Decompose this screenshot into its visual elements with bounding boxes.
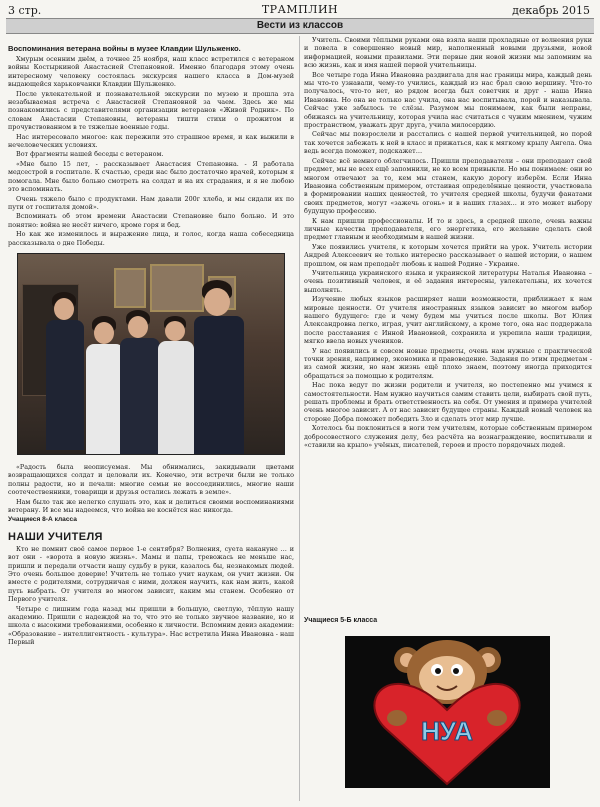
monkey-hand-left [387,710,407,726]
heart-label: НУА [421,716,473,746]
paragraph: Учитель. Своими тёплыми руками она взяла наши прохладные от волнения руки и повела в совершенно новый мир, наполненный новыми друзьями, новой информацией, новыми правилами. Эти первые дни новой жизни мы запомним на всю жизнь, как и имя нашей первой учительницы. [304,36,592,70]
article2-body-left [8,545,294,647]
class-photo [17,253,285,455]
photo-wall-portrait [150,264,204,312]
paragraph: Нас пока ведут по жизни родители и учителя, но постепенно мы учимся к самостоятельности. Нам нужно научиться самим ставить цели, выбирать свой путь, решать проблемы и брать ответственность на себя. От умения и примера учителей очень многое зависит. А от нас зависит будущее страны. Каждый новый человек на стороне Добра поможет победить Зло и сделать этот мир лучше. [304,381,592,423]
left-column [8,36,294,801]
page-number: 3 стр. [8,4,42,17]
paragraph: Хмурым осенним днём, а точнее 25 ноября, наш класс встретился с ветераном войны Костыркиной Анастасией Степановной. Именно благодаря этому очень интересному человеку состоялась экскурсия нашего класса в Дом-музей выдающейся харьковчанки Клавдии Шульженко. [8,55,294,89]
paragraph: Очень тяжело было с продуктами. Нам давали 200г хлеба, и мы сидали их по пути от госпиталя домой». [8,194,294,211]
paragraph: К нам пришли профессионалы. И то и здесь, в средней школе, очень важны личные качества преподавателя, его энергетика, его желание сделать свой предмет главным и необходимым в нашей жизни. [304,216,592,242]
paragraph: Сейчас мы повзрослели и расстались с нашей первой учительницей, но порой так хочется забежать к ней в класс и прижаться, как к мягкому крылу Ангела. Она ведь всегда поможет, подскажет… [304,130,592,156]
paragraph: Хотелось бы поклониться в ноги тем учителям, которые собственным примером добросовестного служения делу, без расчёта на вознаграждение, воспитывали и «ставили на крыло» учёных, писателей, героев и просто порядочных людей. [304,424,592,450]
paragraph: Все четыре года Инна Ивановна раздвигала для нас границы мира, каждый день мы что-то узнавали, чему-то учились, каждый из нас брал свою вершину. Что-то получалось, что-то нет, но рядом всегда был советчик и друг - наша Инна Ивановна. Но она не только нас учила, она нас воспитывала, порой и наказывала. Сейчас уже забылось те слёзы. Разумом мы понимаем, как были неправы, обижаясь на учительницу, которая учила нас считаться с чужим мнением, чужим пространством, уважать друг друга, учила милосердию. [304,70,592,130]
paragraph: Четыре с лишним года назад мы пришли в большую, светлую, тёплую нашу академию. Пришли с надеждой на то, что это не только звучное название, но и школа с высокими требованиями, особенно к личности. Вспомним девиз академии: «Образование – интеллигентность - культура». Нас встретила Инна Ивановна - наш Первый [8,604,294,647]
paragraph: У нас появились и совсем новые предметы, очень нам нужные с практической точки зрения, например, экономика и правоведение. Задания по этим предметам - из самой жизни, но нам жизнь ещё плохо знаем, поэтому иногда приходится обращаться за помощью к родителям. [304,346,592,380]
article1-body [8,55,294,247]
paragraph: Нам было так же нелегко слушать это, как и делиться своими воспоминаниями ветерану. И все мы надеемся, что война не коснётся нас никогда. [8,497,294,514]
paragraph: «Радость была неописуемая. Мы обнимались, закидывали цветами возвращающихся солдат и целовали их. Конечно, эти встречи были не только полны радости, но и печали: многие семьи не воссоединились, многие наши соотечественники, товарищи и друзья остались лежать в земле». [8,462,294,497]
paragraph: Нас интересовало многое: как пережили это страшное время, и как выжили в нечеловеческих условиях. [8,132,294,150]
article1-signature: Учащиеся 8-А класса [8,516,77,524]
paragraph: Изучение любых языков расширяет наши возможности, приближает к нам мировые ценности. От учителя иностранных языков зависит во многом выбор нашего будущего: где и чему будем мы учиться после школы. Вот Юлия Александровна легко, играя, учит английскому, а кроме того, она нас поддержала после расставания с Инной Ивановной, сохранила и укрепила наши традиции, мягко ввела новых учеников. [304,295,592,346]
paragraph: Уже появились учителя, к которым хочется прийти на урок. Учитель истории Андрей Алексеевич не только интересно рассказывает о нашей истории, о нашем прошлом, он нам преподаёт любовь к нашей Родине - Украине. [304,242,592,268]
monkey-heart-drawing [345,636,550,788]
paragraph: Учительница украинского языка и украинской литературы Наталья Ивановна – очень позитивный человек, и её задания интересны, увлекательны, их хочется выполнять. [304,268,592,294]
article-title-teachers: НАШИ УЧИТЕЛЯ [8,530,103,543]
paragraph: После увлекательной и познавательной экскурсии по музею и прошла эта незабываемая встреча с Анастасией Степановной за чаем. Здесь же мы познакомились с представителями организации ветеранов «Живой Родник». По словам Анастасии Степановны, ветераны тишти стихи о прожитом и прочувствованном в те тяжелые военные годы. [8,89,294,132]
article2-signature: Учащиеся 5-Б класса [304,617,378,624]
right-column [304,36,592,614]
section-title: Вести из классов [6,18,594,34]
article1-body-continued [8,463,294,514]
paragraph: Вспоминать об этом времени Анастасии Степановне было больно. И это понятно: война не несёт ничего, кроме горя и бед. [8,212,294,229]
paragraph: Сейчас всё немного облегчилось. Пришли преподаватели – они преподают свой предмет, мы не всех ещё запомнили, не ко всем привыкли. Но мы понимаем: они во многом отвечают за то, кем мы станем, какую дорогу изберём. Если Инна Ивановна собственным примером, отстаивая определённые ценности, участвовала в формировании наших ценностей, то учителя средней школы, будучи фанатами своих предметов, могут «зажечь огонь» и в наших глазах… и это может выбору будущую профессию. [304,156,592,216]
paragraph: Но как же изменилось и выражение лица, и голос, когда наша собеседница рассказывала о дне Победы. [8,230,294,247]
column-divider [299,36,300,801]
paragraph: «Мне было 15 лет, - рассказывает Анастасия Степановна. - Я работала медсестрой в госпитале. К счастью, среди нас было достаточно врачей, которым я помогала. Мне было больно смотреть на солдат и на их страдания, и я не любою это вспоминать. [8,159,294,194]
monkey-hand-right [487,710,507,726]
drawing-svg [345,636,550,788]
article-title-memories: Воспоминания ветерана войны в музее Клавдии Шульженко. [8,44,241,53]
paragraph: Вот фрагменты нашей беседы с ветераном. [16,150,164,159]
paragraph: Кто не помнит своё самое первое 1-е сентября? Волнения, суета накануне … и вот они - «ворота в новую жизнь». Мамы и папы, тревожась не меньше нас, пришли и передали отчасти нашу судьбу в руки, казалось бы, незнакомых людей. Это очень большое доверие! Учитель не только учит наукам, он учит жизни. Он вместе с родителями, сотрудничая с ними, должен научить, как нам жить, какой путь выбрать. От учителя во многом зависит, каким мы станем. Особенно от Первого учителя. [8,544,294,604]
newspaper-name: ТРАМПЛИН [261,3,339,16]
issue-date: декабрь 2015 [512,4,590,17]
photo-wall-portrait [114,268,146,308]
